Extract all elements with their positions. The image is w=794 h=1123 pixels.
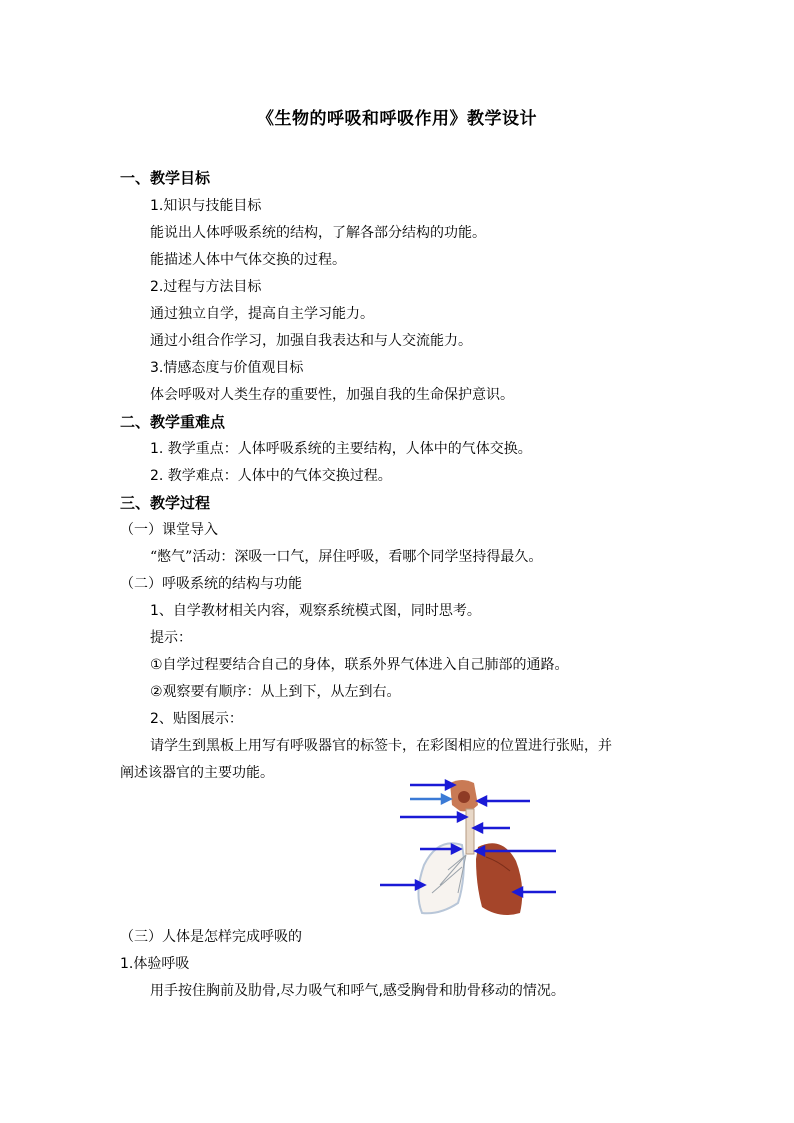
goal-3-item-a: 体会呼吸对人类生存的重要性，加强自我的生命保护意识。 bbox=[150, 387, 514, 403]
arrow-head bbox=[442, 795, 450, 803]
hint-label: 提示： bbox=[150, 630, 192, 646]
section-heading-process: 三、教学过程 bbox=[120, 494, 211, 512]
key-point-1: 1. 教学重点：人体呼吸系统的主要结构，人体中的气体交换。 bbox=[150, 441, 532, 457]
intro-activity-text: “憋气”活动：深吸一口气，屏住呼吸，看哪个同学坚持得最久。 bbox=[150, 549, 543, 565]
breathing-step-1: 1.体验呼吸 bbox=[120, 956, 190, 972]
hint-item-1: ①自学过程要结合自己的身体，联系外界气体进入自己肺部的通路。 bbox=[150, 657, 569, 673]
arrow-head bbox=[458, 813, 466, 821]
goal-3-heading: 3.情感态度与价值观目标 bbox=[150, 360, 304, 376]
goal-1-item-b: 能描述人体中气体交换的过程。 bbox=[150, 252, 346, 268]
document-title: 《生物的呼吸和呼吸作用》教学设计 bbox=[257, 109, 537, 129]
subsection-breathing-heading: （三）人体是怎样完成呼吸的 bbox=[120, 929, 302, 945]
subsection-intro-heading: （一）课堂导入 bbox=[120, 522, 218, 538]
goal-2-heading: 2.过程与方法目标 bbox=[150, 279, 262, 295]
arrow-head bbox=[474, 824, 482, 832]
structure-step-1: 1、自学教材相关内容，观察系统模式图，同时思考。 bbox=[150, 603, 481, 619]
subsection-structure-heading: （二）呼吸系统的结构与功能 bbox=[120, 576, 302, 592]
section-heading-key-points: 二、教学重难点 bbox=[120, 413, 226, 431]
respiratory-system-diagram bbox=[370, 775, 570, 925]
goal-2-item-b: 通过小组合作学习，加强自我表达和与人交流能力。 bbox=[150, 333, 472, 349]
left-lung-shape bbox=[418, 843, 464, 913]
breathing-step-1-text: 用手按住胸前及肋骨,尽力吸气和呼气,感受胸骨和肋骨移动的情况。 bbox=[150, 983, 565, 999]
poster-instruction-line-2: 阐述该器官的主要功能。 bbox=[120, 765, 274, 781]
trachea-shape bbox=[466, 809, 474, 854]
pharynx-shape bbox=[458, 791, 470, 803]
section-heading-objectives: 一、教学目标 bbox=[120, 169, 211, 187]
poster-instruction-line-1: 请学生到黑板上用写有呼吸器官的标签卡，在彩图相应的位置进行张贴，并 bbox=[150, 738, 612, 754]
goal-1-heading: 1.知识与技能目标 bbox=[150, 198, 262, 214]
hint-item-2: ②观察要有顺序：从上到下，从左到右。 bbox=[150, 684, 401, 700]
goal-2-item-a: 通过独立自学，提高自主学习能力。 bbox=[150, 306, 374, 322]
key-point-2: 2. 教学难点：人体中的气体交换过程。 bbox=[150, 468, 392, 484]
arrow-head bbox=[478, 797, 486, 805]
structure-step-2: 2、贴图展示： bbox=[150, 711, 243, 727]
goal-1-item-a: 能说出人体呼吸系统的结构，了解各部分结构的功能。 bbox=[150, 225, 486, 241]
